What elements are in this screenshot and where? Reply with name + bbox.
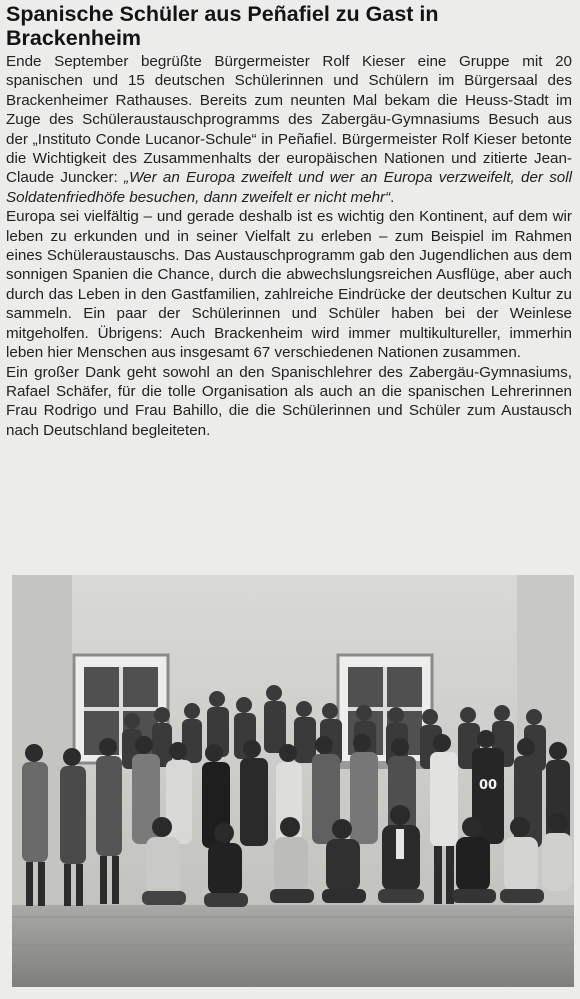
paragraph-2: Europa sei vielfältig – und gerade deshalb ist es wichtig den Kontinent, auf dem wir leben zu erkunden und in seiner Vielfalt zu erleben – zum Beispiel im Rahmen eines Schüleraustauschs. Das Austauschprogramm gab den Jugendlichen aus dem sonnigen Spanien die Chance, durch die abwechslungsreichen Ausflüge, aber auch durch das Leben in den Gastfamilien, zahlreiche Eindrücke der deutschen Kultur zu sammeln. Ein paar der Schülerinnen und Schüler haben bei der Weinlese mitgeholfen. Übrigens: Auch Brackenheim wird immer multikultureller, immerhin leben hier Menschen aus insgesamt 67 verschiedenen Nationen zusammen. <box>6 208 572 362</box>
paragraph-1-tail: . <box>390 188 395 206</box>
paragraph-1 <box>6 52 572 207</box>
shirt-number-text: 00 <box>478 778 498 793</box>
group-photo-illustration <box>12 575 574 987</box>
group-photo <box>12 575 574 987</box>
paragraph-3: Ein großer Dank geht sowohl an den Spanischlehrer des Zabergäu-Gymnasiums, Rafael Schäfer, für die tolle Organisation als auch an die spanischen Lehrerinnen Frau Rodrigo und Frau Bahillo, die die Schülerinnen und Schüler zum Austausch nach Deutschland begleiteten. <box>6 363 572 439</box>
article-body <box>6 52 572 440</box>
article-headline: Spanische Schüler aus Peñafiel zu Gast in Brackenheim <box>6 2 439 50</box>
juncker-quote: „Wer an Europa zweifelt und wer an Europa verzweifelt, der soll Soldatenfriedhöfe besuchen, dann zweifelt er nicht mehr“ <box>6 169 572 206</box>
paragraph-1-text: Ende September begrüßte Bürgermeister Rolf Kieser eine Gruppe mit 20 spanischen und 15 deutschen Schülerinnen und Schülern im Bürgersaal des Brackenheimer Rathauses. Bereits zum neunten Mal bekam die Heuss-Stadt im Zuge des Schüleraustauschprogramms des Zabergäu-Gymnasiums Besuch aus der „Instituto Conde Lucanor-Schule“ in Peñafiel. Bürgermeister Rolf Kieser betonte die Wichtigkeit des Zusammenhalts der europäischen Nationen und zitierte Jean-Claude Juncker: <box>6 53 572 187</box>
